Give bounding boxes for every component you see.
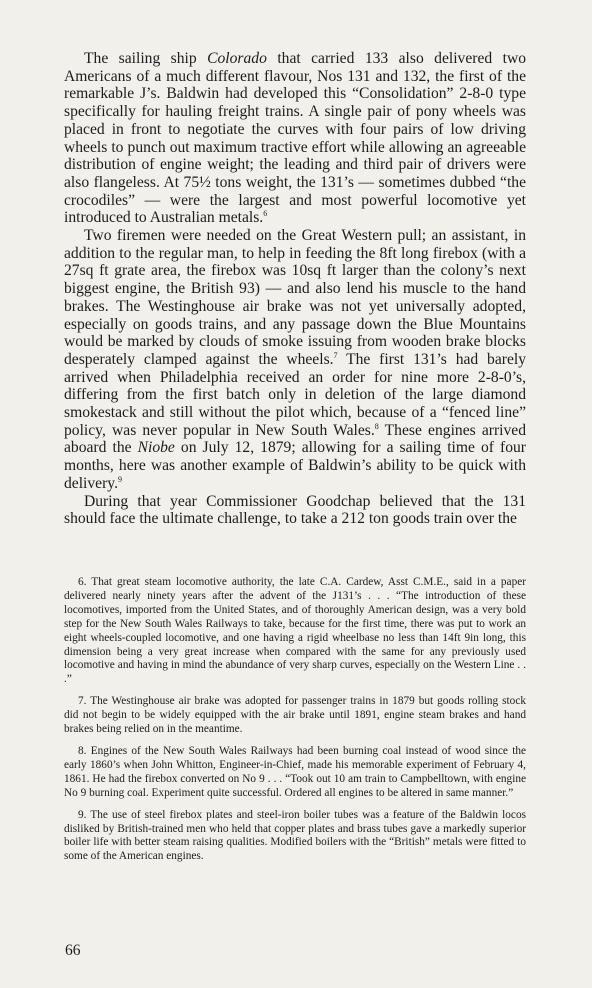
footnote: 6. That great steam locomotive authority, the late C.A. Cardew, Asst C.M.E., said in a paper delivered nearly ninety years after the advent of the J131’s . . . “The introduction of these locomotives, imported from the United States, and of thoroughly American design, was a very bold step for the New South Wales Railways to take, because for the first time, there was put to work an eight wheels-coupled locomotive, and one having a rigid wheelbase no less than 14ft 9in long, this dimension being a very great increase when compared with the same for any previously used locomotive and having in mind the abundance of very sharp curves, especially on the Western Line . . .” — [64, 576, 526, 686]
body-text — [64, 50, 526, 528]
footnote-ref: 6 — [263, 209, 268, 219]
text-run: These engines arrived aboard the — [64, 421, 526, 457]
footnote: 9. The use of steel firebox plates and steel-iron boiler tubes was a feature of the Baldwin locos disliked by British-trained men who held that copper plates and brass tubes gave a markedly superior boiler life with better steam raising qualities. Modified boilers with the “British” metals were fitted to some of the American engines. — [64, 808, 526, 863]
text-run: Two firemen were needed on the Great Western pull; an assistant, in addition to the regular man, to help in feeding the 8ft long firebox (with a 27sq ft grate area, the firebox was 10sq ft larger than the colony’s next biggest engine, the British 93) — and also lend his muscle to the hand brakes. The Westinghouse air brake was not yet universally adopted, especially on goods trains, and any passage down the Blue Mountains would be marked by clouds of smoke issuing from wooden brake blocks desperately clamped against the wheels. — [64, 227, 526, 368]
text-run: that carried 133 also delivered two Americans of a much different flavour, Nos 131 and 132, the first of the remarkable J’s. Baldwin had developed this “Consolidation” 2-8-0 type specifically for hauling freight trains. A single pair of pony wheels was placed in front to negotiate the curves with four pairs of low driving wheels to punch out maximum tractive effort while allowing an agreeable distribution of engine weight; the leading and third pair of drivers were also flangeless. At 75½ tons weight, the 131’s — sometimes dubbed “the crocodiles” — were the largest and most powerful locomotive yet introduced to Australian metals. — [64, 50, 527, 227]
footnotes — [64, 576, 526, 872]
footnote: 8. Engines of the New South Wales Railways had been burning coal instead of wood since the early 1860’s when John Whitton, Engineer-in-Chief, made his memorable experiment of February 4, 1861. He had the firebox converted on No 9 . . . “Took out 10 am train to Campbelltown, with engine No 9 burning coal. Experiment quite successful. Ordered all engines to be altered in same manner.” — [64, 744, 526, 799]
text-run: The sailing ship — [84, 50, 208, 67]
body-paragraph — [64, 493, 526, 528]
body-paragraph — [64, 227, 526, 493]
footnote-ref: 7 — [333, 350, 338, 360]
text-run: on July 12, 1879; allowing for a sailing time of four months, here was another example of Baldwin’s ability to be quick with delivery. — [64, 439, 526, 492]
text-run: During that year Commissioner Goodchap believed that the 131 should face the ultimate challenge, to take a 212 ton goods train over the — [64, 492, 526, 528]
page-number: 66 — [65, 942, 81, 959]
body-paragraph — [64, 50, 526, 227]
text-run: The first 131’s had barely arrived when Philadelphia received an order for nine more 2-8-0’s, differing from the first batch only in deletion of the large diamond smokestack and still without the pilot which, because of a “fenced line” policy, was never popular in New South Wales. — [64, 350, 526, 439]
footnote: 7. The Westinghouse air brake was adopted for passenger trains in 1879 but goods rolling stock did not begin to be widely equipped with the air brake until 1891, engine steam brakes and hand brakes being relied on in the meantime. — [64, 695, 526, 736]
footnote-ref: 8 — [374, 421, 379, 431]
italic-name: Colorado — [207, 50, 267, 67]
italic-name: Niobe — [137, 439, 175, 457]
footnote-ref: 9 — [117, 474, 122, 484]
